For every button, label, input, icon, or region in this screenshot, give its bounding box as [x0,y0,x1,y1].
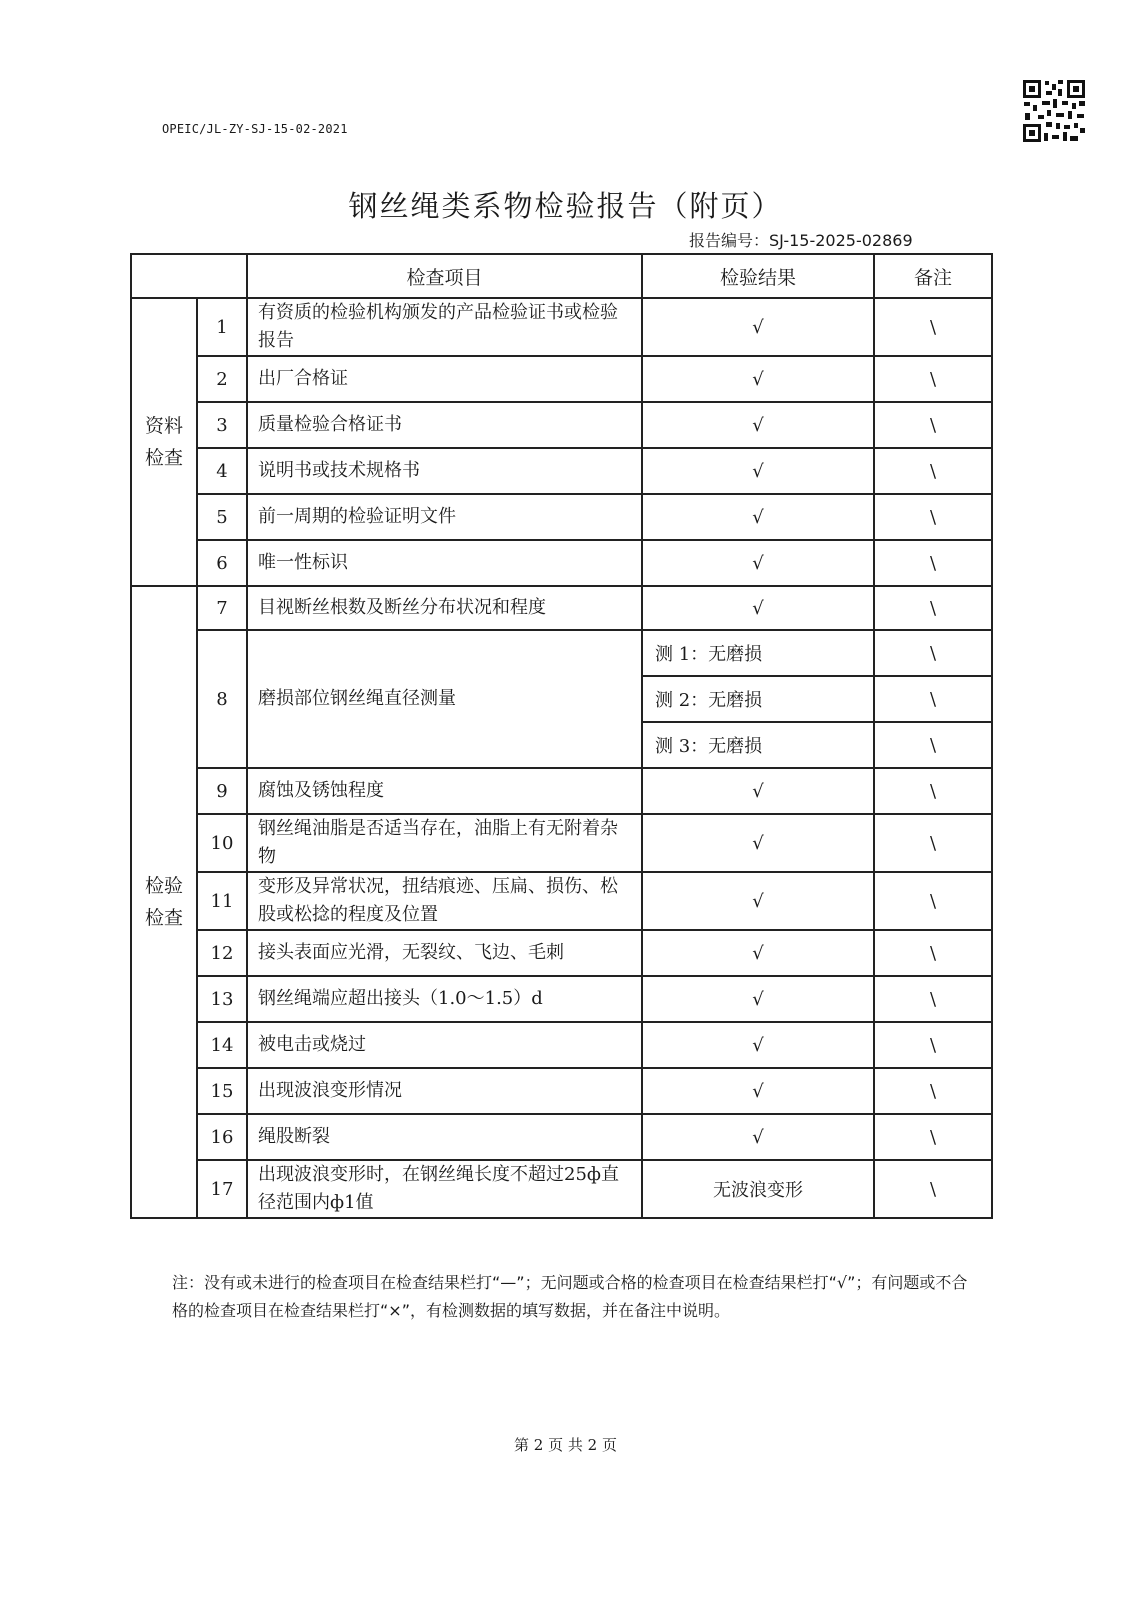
category-docs: 资料检查 [131,298,197,586]
table-header-row [131,254,992,298]
row-remark: \ [874,540,992,586]
row-remark: \ [874,1160,992,1218]
row-result: √ [642,494,874,540]
row-item: 出现波浪变形时，在钢丝绳长度不超过25ф直径范围内ф1值 [247,1160,642,1218]
page-number: 第 2 页 共 2 页 [514,1436,617,1454]
row-remark: \ [874,298,992,356]
row-result: √ [642,872,874,930]
row-number: 10 [197,814,247,872]
row-number: 13 [197,976,247,1022]
qr-code [1022,79,1086,143]
table-row [131,976,992,1022]
row-result: √ [642,402,874,448]
row-result: √ [642,768,874,814]
table-row [131,402,992,448]
row-item: 出现波浪变形情况 [247,1068,642,1114]
row-item: 前一周期的检验证明文件 [247,494,642,540]
report-number-label: 报告编号： [689,231,770,250]
report-number-value: SJ-15-2025-02869 [769,231,913,250]
table-row [131,630,992,676]
row-remark: \ [874,722,992,768]
row-item: 被电击或烧过 [247,1022,642,1068]
row-result: √ [642,1068,874,1114]
row-remark: \ [874,676,992,722]
row-item: 变形及异常状况，扭结痕迹、压扁、损伤、松股或松捻的程度及位置 [247,872,642,930]
document-code: OPEIC/JL-ZY-SJ-15-02-2021 [162,122,348,136]
table-row [131,356,992,402]
row-item: 质量检验合格证书 [247,402,642,448]
row-remark: \ [874,814,992,872]
row-item: 目视断丝根数及断丝分布状况和程度 [247,586,642,630]
row-number: 8 [197,630,247,768]
header-item: 检查项目 [247,254,642,298]
row-number: 15 [197,1068,247,1114]
row-remark: \ [874,356,992,402]
report-number [689,228,913,251]
row-number: 14 [197,1022,247,1068]
table-row [131,540,992,586]
table-row [131,298,992,356]
row-remark: \ [874,976,992,1022]
table-row [131,494,992,540]
row-number: 9 [197,768,247,814]
row-number: 3 [197,402,247,448]
row-number: 4 [197,448,247,494]
row-remark: \ [874,448,992,494]
row-remark: \ [874,1114,992,1160]
row-number: 6 [197,540,247,586]
row-result: √ [642,976,874,1022]
row-item: 钢丝绳端应超出接头（1.0～1.5）d [247,976,642,1022]
row-result: √ [642,298,874,356]
table-row [131,930,992,976]
row-number: 11 [197,872,247,930]
row-remark: \ [874,586,992,630]
row-remark: \ [874,402,992,448]
row-result: 无波浪变形 [642,1160,874,1218]
row-result: √ [642,1022,874,1068]
row-number: 12 [197,930,247,976]
row-item: 有资质的检验机构颁发的产品检验证书或检验报告 [247,298,642,356]
row-item: 腐蚀及锈蚀程度 [247,768,642,814]
row-number: 1 [197,298,247,356]
row-remark: \ [874,630,992,676]
table-row [131,1068,992,1114]
row-number: 16 [197,1114,247,1160]
page-title: 钢丝绳类系物检验报告（附页） [348,189,783,223]
row-remark: \ [874,494,992,540]
table-row [131,1022,992,1068]
row-number: 17 [197,1160,247,1218]
table-row [131,1114,992,1160]
table-row [131,814,992,872]
table-row [131,768,992,814]
measure-result: 测 1：无磨损 [642,630,874,676]
footnote: 注：没有或未进行的检查项目在检查结果栏打“—”；无问题或合格的检查项目在检查结果栏打“√”；有问题或不合格的检查项目在检查结果栏打“×”，有检测数据的填写数据，并在备注中说明。 [172,1273,968,1320]
row-result: √ [642,356,874,402]
row-number: 5 [197,494,247,540]
row-result: √ [642,1114,874,1160]
row-item: 磨损部位钢丝绳直径测量 [247,630,642,768]
row-remark: \ [874,930,992,976]
row-result: √ [642,540,874,586]
table-row [131,872,992,930]
row-remark: \ [874,1068,992,1114]
row-item: 说明书或技术规格书 [247,448,642,494]
row-item: 唯一性标识 [247,540,642,586]
row-result: √ [642,448,874,494]
measure-result: 测 3：无磨损 [642,722,874,768]
row-item: 绳股断裂 [247,1114,642,1160]
header-remark: 备注 [874,254,992,298]
table-row [131,448,992,494]
row-remark: \ [874,768,992,814]
row-item: 接头表面应光滑，无裂纹、飞边、毛刺 [247,930,642,976]
row-remark: \ [874,1022,992,1068]
inspection-table [130,253,993,1219]
row-result: √ [642,586,874,630]
category-inspection: 检验检查 [131,586,197,1218]
measure-result: 测 2：无磨损 [642,676,874,722]
row-result: √ [642,814,874,872]
header-result: 检验结果 [642,254,874,298]
row-item: 出厂合格证 [247,356,642,402]
row-number: 7 [197,586,247,630]
table-row [131,586,992,630]
header-blank [131,254,247,298]
row-item: 钢丝绳油脂是否适当存在，油脂上有无附着杂物 [247,814,642,872]
row-number: 2 [197,356,247,402]
row-remark: \ [874,872,992,930]
table-row [131,1160,992,1218]
row-result: √ [642,930,874,976]
